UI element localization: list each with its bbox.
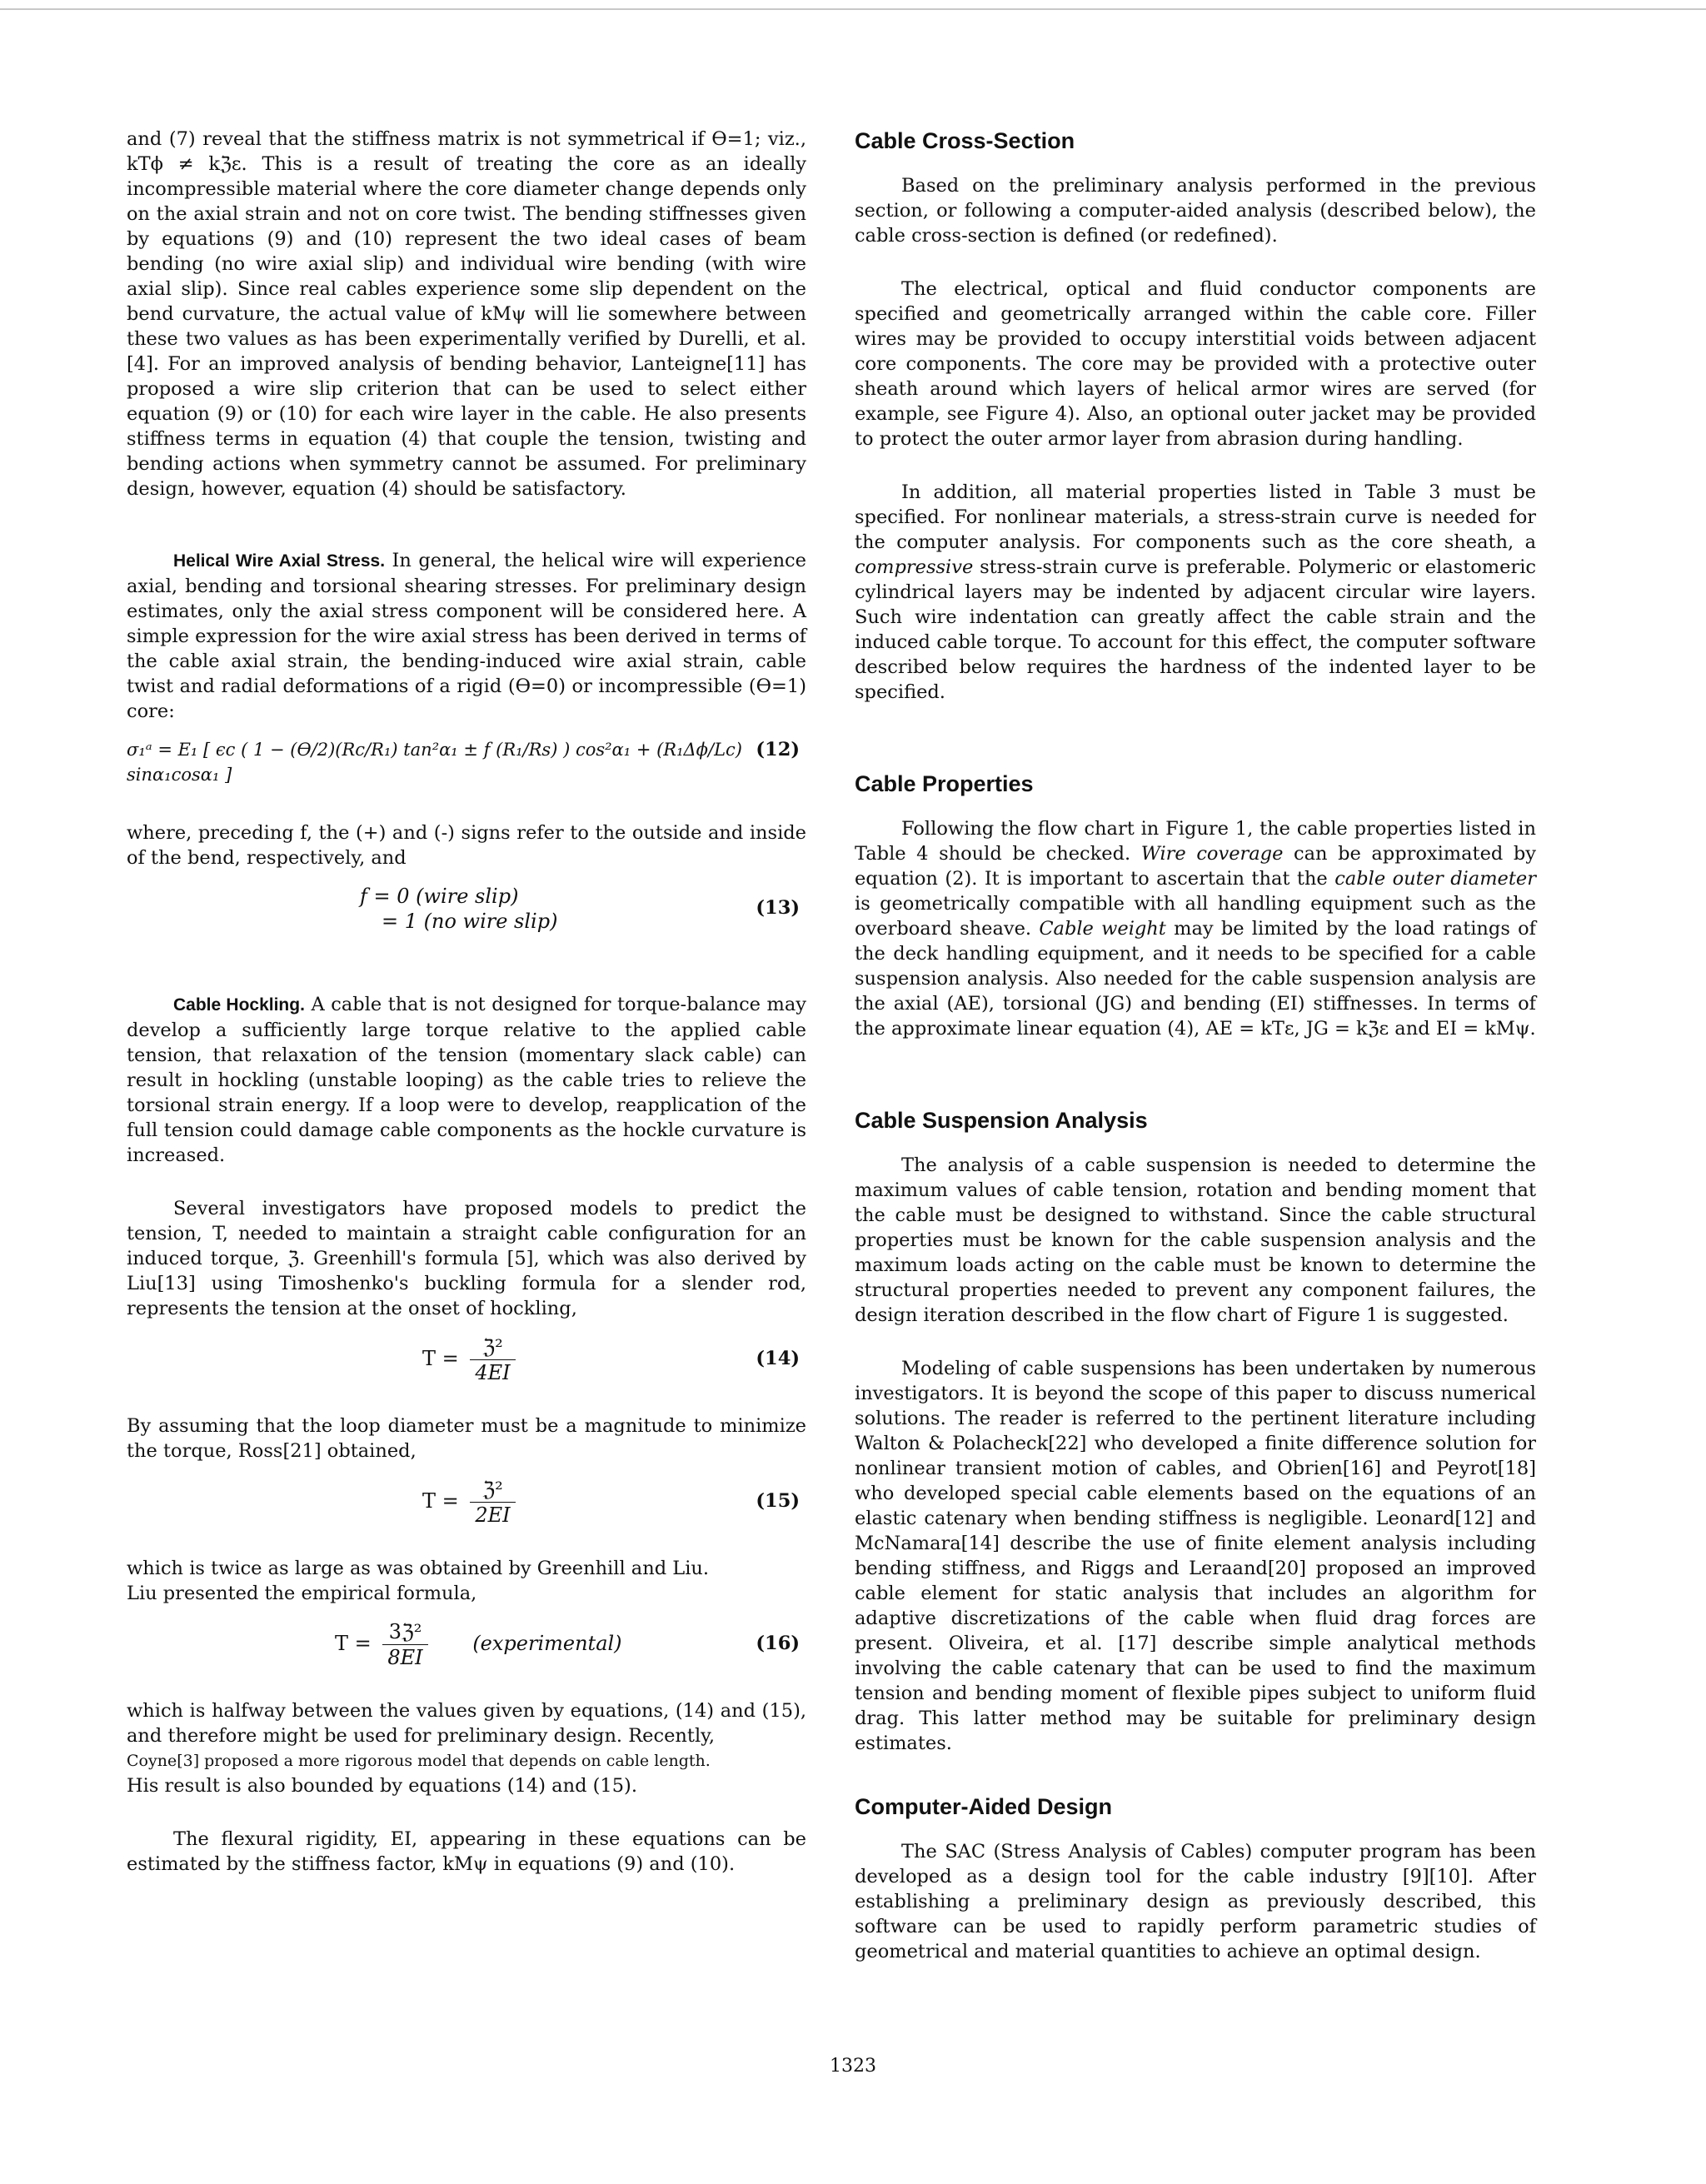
equation-16-lhs: T = [335,1632,372,1655]
props-emphasis-outer-diameter: cable outer diameter [1334,868,1536,890]
cross-3-emphasis: compressive [855,556,974,578]
paragraph-suspension-1: The analysis of a cable suspension is needed to determine the maximum values of cable tension, rotation and bending moment that the cable must be designed to withstand. Since the cable structural properties must be known for the cable suspension analysis and the maximum loads acting on the cable must be known to determine the structural properties needed to prevent any component failures, the design iteration described in the flow chart of Figure 1 is suggested. [855,1154,1536,1326]
equation-16-number: (16) [756,1633,800,1654]
paragraph-cross-2: The electrical, optical and fluid conductor components are specified and geometrically arranged within the cable core. Filler wires may be provided to occupy interstitial voids between adjacent core components. The core may be provided with a protective outer sheath around which layers of helical armor wires are served (for example, see Figure 4). Also, an optional outer jacket may be provided to protect the outer armor layer from abrasion during handling. [855,278,1536,450]
paragraph-bounded: His result is also bounded by equations (14) and (15). [127,1775,637,1797]
equation-12 [127,737,806,787]
paragraph-properties [855,816,1536,1041]
paragraph-coyne: Coyne[3] proposed a more rigorous model that depends on cable length. [127,1752,711,1770]
right-column [855,127,1536,1992]
equation-14-number: (14) [756,1348,800,1369]
equation-13-number: (13) [756,897,800,919]
runin-heading-axial-stress: Helical Wire Axial Stress. [173,551,386,571]
paragraph-halfway: which is halfway between the values given by equations, (14) and (15), and therefore might be used for preliminary design. Recently, [127,1700,806,1747]
paragraph-liu: Liu presented the empirical formula, [127,1583,477,1604]
paragraph-cross-1: Based on the preliminary analysis performed in the previous section, or following a computer-aided analysis (described below), the cable cross-section is defined (or redefined). [855,175,1536,247]
equation-15-lhs: T = [422,1489,459,1513]
hockling-text: A cable that is not designed for torque-balance may develop a sufficiently large torque relative to the applied cable tension, that relaxation of the tension (momentary slack cable) can result in hockling (unstable looping) as the cable tries to relieve the torsional strain energy. If a loop were to develop, reapplication of the full tension could damage cable components as the hockle curvature is increased. [127,994,806,1166]
equation-13-line-1: f = 0 (wire slip) [360,885,519,908]
heading-computer-aided-design: Computer-Aided Design [855,1794,1113,1819]
props-emphasis-cable-weight: Cable weight [1039,918,1166,940]
paragraph-stiffness: and (7) reveal that the stiffness matrix is not symmetrical if ϴ=1; viz., kTϕ ≠ kℨε. This is a result of treating the core as an ideally incompressible material where the core diameter change depends only on the axial strain and not on core twist. The bending stiffnesses given by equations (9) and (10) represent the two ideal cases of beam bending (no wire axial slip) and individual wire bending (with wire axial slip). Since real cables experience some slip dependent on the bend curvature, the actual value of kMψ will lie somewhere between these two values as has been experimentally verified by Durelli, et al. [4]. For an improved analysis of bending behavior, Lanteigne[11] has proposed a wire slip criterion that can be used to select either equation (9) or (10) for each wire layer in the cable. He also presents stiffness terms in equation (4) that couple the tension, twisting and bending actions when symmetry cannot be assumed. For preliminary design, however, equation (4) should be satisfactory. [127,128,806,500]
equation-14-lhs: T = [422,1347,459,1370]
equation-12-body: σ₁ᵃ = E₁ [ ϵc ( 1 − (ϴ/2)(Rc/R₁) tan²α₁ ± f (R₁/Rs) ) cos²α₁ + (R₁Δϕ/Lc) sinα₁cosα₁ ] [127,740,742,785]
paragraph-several-investigators: Several investigators have proposed models to predict the tension, T, needed to maintain a straight cable configuration for an induced torque, ℨ. Greenhill's formula [5], which was also derived by Liu[13] using Timoshenko's buckling formula for a slender rod, represents the tension at the onset of hockling, [127,1198,806,1319]
paragraph-hockling [127,992,806,1168]
props-text-d: may be limited by the load ratings of the deck handling equipment, and it needs to be specified for a cable suspension analysis. Also needed for the cable suspension analysis are the axial (AE), torsional (JG) and bending (EI) stiffnesses. In terms of the approximate linear equation (4), AE = kTε, JG = kℨε and EI = kMψ. [855,918,1537,1040]
equation-14-numerator: ℨ² [470,1334,515,1360]
heading-cable-properties: Cable Properties [855,771,1034,796]
equation-15-fraction [470,1477,515,1528]
props-text-a: Following the flow chart in Figure 1, the cable properties listed in Table 4 should be checked. [855,818,1536,865]
cross-3-text-a: In addition, all material properties listed in Table 3 must be specified. For nonlinear materials, a stress-strain curve is needed for the computer analysis. For components such as the core sheath, a [855,481,1536,553]
paragraph-suspension-2: Modeling of cable suspensions has been undertaken by numerous investigators. It is beyond the scope of this paper to discuss numerical solutions. The reader is referred to the pertinent literature including Walton & Polacheck[22] who developed a finite difference solution for nonlinear transient motion of cables, and Obrien[16] and Peyrot[18] who developed special cable elements based on the equations of an elastic catenary when bending stiffness is negligible. Leonard[12] and McNamara[14] describe the use of finite element analysis including bending stiffness, and Riggs and Leraand[20] proposed an improved cable element for static analysis that includes an algorithm for adaptive discretizations of the cable when fluid drag forces are present. Oliveira, et al. [17] describe simple analytical methods involving the cable catenary that can be used to find the maximum tension and bending moment of flexible pipes subject to uniform fluid drag. This latter method may be suitable for preliminary design estimates. [855,1358,1536,1754]
equation-13 [127,884,806,934]
equation-14-fraction [470,1334,515,1385]
equation-12-number: (12) [756,739,800,760]
equation-15-denominator: 2EI [475,1503,511,1527]
equation-14-denominator: 4EI [475,1361,511,1384]
props-text-b: can be approximated by equation (2). It is important to ascertain that the [855,843,1537,890]
paragraph-assuming: By assuming that the loop diameter must be a magnitude to minimize the torque, Ross[21] obtained, [127,1415,806,1462]
paragraph-where: where, preceding f, the (+) and (-) signs refer to the outside and inside of the bend, respectively, and [127,822,806,869]
paragraph-cad: The SAC (Stress Analysis of Cables) computer program has been developed as a design tool for the cable industry [9][10]. After establishing a preliminary design as previously described, this software can be used to rapidly perform parametric studies of geometrical and material quantities to achieve an optimal design. [855,1841,1536,1962]
equation-16-numerator: 3ℨ² [382,1619,427,1645]
equation-15 [127,1477,806,1528]
heading-cable-cross-section: Cable Cross-Section [855,128,1075,153]
heading-cable-suspension-analysis: Cable Suspension Analysis [855,1108,1148,1133]
paragraph-cross-3 [855,480,1536,705]
page-number: 1323 [830,2056,876,2077]
top-rule [0,8,1706,10]
equation-16-note: (experimental) [472,1632,622,1655]
equation-16-denominator: 8EI [387,1646,423,1669]
equation-15-numerator: ℨ² [470,1477,515,1503]
equation-13-line-2: = 1 (no wire slip) [382,910,558,933]
equation-15-number: (15) [756,1490,800,1512]
runin-heading-hockling: Cable Hockling. [173,995,305,1015]
equation-16-fraction [382,1619,427,1670]
props-text-c: is geometrically compatible with all handling equipment such as the overboard sheave. [855,893,1536,940]
equation-16 [127,1619,806,1670]
paragraph-twice: which is twice as large as was obtained by Greenhill and Liu. [127,1558,710,1579]
equation-14 [127,1334,806,1385]
left-column [127,127,806,1905]
props-emphasis-wire-coverage: Wire coverage [1140,843,1284,865]
paragraph-flexural: The flexural rigidity, EI, appearing in these equations can be estimated by the stiffness factor, kMψ in equations (9) and (10). [127,1828,806,1875]
cross-3-text-b: stress-strain curve is preferable. Polymeric or elastomeric cylindrical layers may be indented by adjacent circular wire layers. Such wire indentation can greatly affect the cable strain and the induced cable torque. To account for this effect, the computer software described below requires the hardness of the indented layer to be specified. [855,556,1537,703]
axial-stress-text: In general, the helical wire will experience axial, bending and torsional shearing stresses. For preliminary design estimates, only the axial stress component will be considered here. A simple expression for the wire axial stress has been derived in terms of the cable axial strain, the bending-induced wire axial strain, cable twist and radial deformations of a rigid (ϴ=0) or incompressible (ϴ=1) core: [127,550,806,722]
paragraph-axial-stress [127,548,806,724]
